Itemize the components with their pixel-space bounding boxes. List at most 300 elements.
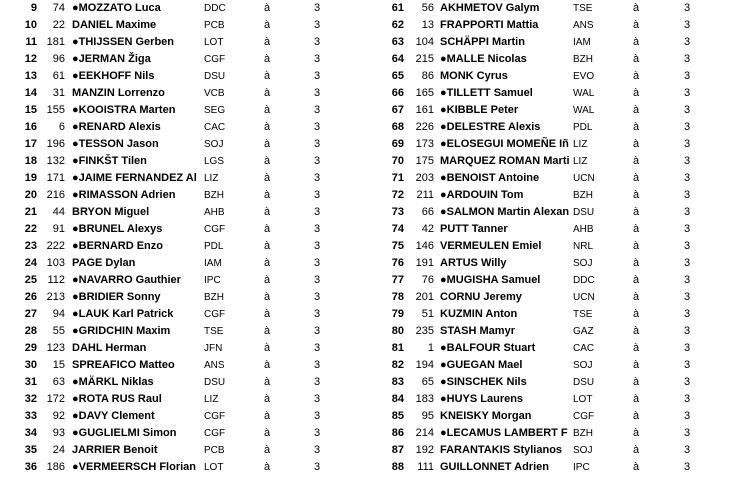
rider-name-cell: SCHÄPPI Martin xyxy=(440,36,525,48)
gap-cell: à xyxy=(633,359,640,371)
team-code-cell: LOT xyxy=(204,37,224,48)
rider-name-cell: ●TILLETT Samuel xyxy=(440,87,533,99)
bib-number-cell: 214 xyxy=(415,427,434,439)
bib-number-cell: 96 xyxy=(52,53,65,65)
rider-name-cell: VERMEULEN Emiel xyxy=(440,240,542,252)
result-row xyxy=(378,34,748,51)
bib-number-cell: 222 xyxy=(46,240,65,252)
result-row xyxy=(0,272,370,289)
result-row xyxy=(0,153,370,170)
bib-number-cell: 191 xyxy=(415,257,434,269)
points-cell: 3 xyxy=(314,206,321,218)
gap-cell: à xyxy=(633,461,640,473)
rank-cell: 32 xyxy=(24,393,37,405)
gap-cell: à xyxy=(633,240,640,252)
gap-cell: à xyxy=(264,138,271,150)
points-cell: 3 xyxy=(684,87,691,99)
rider-name-cell: ●BENOIST Antoine xyxy=(440,172,540,184)
rider-name-cell: ●MÄRKL Niklas xyxy=(72,376,154,388)
rank-cell: 14 xyxy=(24,87,37,99)
rider-name-cell: ●LECAMUS LAMBERT F xyxy=(440,427,568,439)
result-row xyxy=(0,306,370,323)
team-code-cell: CGF xyxy=(204,309,226,320)
bib-number-cell: 235 xyxy=(415,325,434,337)
team-code-cell: CGF xyxy=(573,411,595,422)
points-cell: 3 xyxy=(684,70,691,82)
rank-cell: 19 xyxy=(24,172,37,184)
team-code-cell: SOJ xyxy=(573,445,593,456)
rank-cell: 78 xyxy=(391,291,404,303)
points-cell: 3 xyxy=(684,461,691,473)
rank-cell: 79 xyxy=(391,308,404,320)
rider-name-cell: JARRIER Benoit xyxy=(72,444,158,456)
rank-cell: 36 xyxy=(24,461,37,473)
bib-number-cell: 196 xyxy=(46,138,65,150)
rider-name-cell: ●ARDOUIN Tom xyxy=(440,189,524,201)
rider-name-cell: ●BRIDIER Sonny xyxy=(72,291,161,303)
points-cell: 3 xyxy=(314,444,321,456)
team-code-cell: IPC xyxy=(204,275,221,286)
gap-cell: à xyxy=(264,376,271,388)
rank-cell: 64 xyxy=(391,53,404,65)
team-code-cell: AHB xyxy=(573,224,594,235)
rank-cell: 12 xyxy=(24,53,37,65)
bib-number-cell: 66 xyxy=(421,206,434,218)
result-row xyxy=(0,459,370,476)
rank-cell: 29 xyxy=(24,342,37,354)
points-cell: 3 xyxy=(684,444,691,456)
rank-cell: 69 xyxy=(391,138,404,150)
bib-number-cell: 161 xyxy=(415,104,434,116)
bib-number-cell: 172 xyxy=(46,393,65,405)
bib-number-cell: 104 xyxy=(415,36,434,48)
points-cell: 3 xyxy=(314,155,321,167)
rider-name-cell: ●JAIME FERNANDEZ Al xyxy=(72,172,197,184)
bib-number-cell: 216 xyxy=(46,189,65,201)
rider-name-cell: DANIEL Maxime xyxy=(72,19,157,31)
gap-cell: à xyxy=(633,223,640,235)
result-row xyxy=(0,136,370,153)
result-row xyxy=(0,391,370,408)
rider-name-cell: ●RIMASSON Adrien xyxy=(72,189,176,201)
result-row xyxy=(0,255,370,272)
gap-cell: à xyxy=(264,206,271,218)
team-code-cell: PDL xyxy=(573,122,593,133)
bib-number-cell: 213 xyxy=(46,291,65,303)
gap-cell: à xyxy=(264,308,271,320)
points-cell: 3 xyxy=(314,393,321,405)
bib-number-cell: 211 xyxy=(416,189,434,201)
rank-cell: 68 xyxy=(391,121,404,133)
gap-cell: à xyxy=(633,444,640,456)
bib-number-cell: 194 xyxy=(415,359,434,371)
bib-number-cell: 226 xyxy=(415,121,434,133)
rank-cell: 34 xyxy=(24,427,37,439)
gap-cell: à xyxy=(264,444,271,456)
points-cell: 3 xyxy=(314,87,321,99)
team-code-cell: WAL xyxy=(573,88,595,99)
result-row xyxy=(0,442,370,459)
points-cell: 3 xyxy=(684,189,691,201)
team-code-cell: UCN xyxy=(573,292,595,303)
rider-name-cell: FRAPPORTI Mattia xyxy=(440,19,539,31)
team-code-cell: CGF xyxy=(204,224,226,235)
rider-name-cell: ●SALMON Martin Alexan xyxy=(440,206,570,218)
gap-cell: à xyxy=(264,87,271,99)
bib-number-cell: 132 xyxy=(46,155,65,167)
points-cell: 3 xyxy=(314,427,321,439)
points-cell: 3 xyxy=(684,223,691,235)
result-row xyxy=(378,119,748,136)
bib-number-cell: 86 xyxy=(421,70,434,82)
bib-number-cell: 91 xyxy=(52,223,65,235)
result-row xyxy=(378,391,748,408)
gap-cell: à xyxy=(633,308,640,320)
team-code-cell: TSE xyxy=(573,3,593,14)
result-row xyxy=(0,323,370,340)
rider-name-cell: ●RENARD Alexis xyxy=(72,121,161,133)
points-cell: 3 xyxy=(684,104,691,116)
gap-cell: à xyxy=(633,36,640,48)
points-cell: 3 xyxy=(314,19,321,31)
points-cell: 3 xyxy=(684,393,691,405)
gap-cell: à xyxy=(264,155,271,167)
rank-cell: 18 xyxy=(24,155,37,167)
bib-number-cell: 74 xyxy=(52,2,65,14)
points-cell: 3 xyxy=(684,240,691,252)
team-code-cell: LIZ xyxy=(573,156,588,167)
points-cell: 3 xyxy=(684,308,691,320)
team-code-cell: GAZ xyxy=(573,326,594,337)
bib-number-cell: 55 xyxy=(52,325,65,337)
result-row xyxy=(378,85,748,102)
points-cell: 3 xyxy=(314,104,321,116)
gap-cell: à xyxy=(633,87,640,99)
team-code-cell: CGF xyxy=(204,411,226,422)
bib-number-cell: 146 xyxy=(415,240,434,252)
bib-number-cell: 31 xyxy=(52,87,65,99)
points-cell: 3 xyxy=(314,138,321,150)
result-row xyxy=(0,170,370,187)
bib-number-cell: 51 xyxy=(421,308,434,320)
rider-name-cell: ●NAVARRO Gauthier xyxy=(72,274,181,286)
result-row xyxy=(378,425,748,442)
bib-number-cell: 24 xyxy=(52,444,65,456)
points-cell: 3 xyxy=(314,359,321,371)
rider-name-cell: ●DELESTRE Alexis xyxy=(440,121,541,133)
team-code-cell: TSE xyxy=(204,326,224,337)
result-row xyxy=(378,238,748,255)
rider-name-cell: ●ELOSEGUI MOMEÑE Iñ xyxy=(440,138,569,150)
rider-name-cell: ●GUEGAN Mael xyxy=(440,359,523,371)
gap-cell: à xyxy=(264,291,271,303)
rank-cell: 17 xyxy=(24,138,37,150)
result-row xyxy=(0,221,370,238)
result-row xyxy=(0,425,370,442)
bib-number-cell: 183 xyxy=(415,393,434,405)
points-cell: 3 xyxy=(684,342,691,354)
rank-cell: 24 xyxy=(24,257,37,269)
team-code-cell: SOJ xyxy=(204,139,224,150)
rank-cell: 88 xyxy=(391,461,404,473)
team-code-cell: IAM xyxy=(204,258,222,269)
gap-cell: à xyxy=(264,325,271,337)
result-row xyxy=(378,51,748,68)
result-row xyxy=(378,340,748,357)
team-code-cell: LOT xyxy=(573,394,593,405)
gap-cell: à xyxy=(633,325,640,337)
points-cell: 3 xyxy=(314,2,321,14)
rider-name-cell: ●KOOISTRA Marten xyxy=(72,104,176,116)
points-cell: 3 xyxy=(314,36,321,48)
points-cell: 3 xyxy=(684,19,691,31)
rank-cell: 81 xyxy=(391,342,404,354)
rider-name-cell: PAGE Dylan xyxy=(72,257,136,269)
team-code-cell: PDL xyxy=(204,241,224,252)
rider-name-cell: ●JERMAN Žiga xyxy=(72,53,151,65)
rider-name-cell: ●VERMEERSCH Florian xyxy=(72,461,196,473)
team-code-cell: CAC xyxy=(204,122,226,133)
points-cell: 3 xyxy=(314,189,321,201)
team-code-cell: NRL xyxy=(573,241,594,252)
rider-name-cell: BRYON Miguel xyxy=(72,206,150,218)
rider-name-cell: MARQUEZ ROMAN Marti xyxy=(440,155,570,167)
rider-name-cell: ●BERNARD Enzo xyxy=(72,240,163,252)
points-cell: 3 xyxy=(314,257,321,269)
bib-number-cell: 103 xyxy=(46,257,65,269)
points-cell: 3 xyxy=(684,376,691,388)
rank-cell: 67 xyxy=(391,104,404,116)
result-row xyxy=(378,187,748,204)
bib-number-cell: 123 xyxy=(46,342,65,354)
points-cell: 3 xyxy=(684,36,691,48)
result-row xyxy=(378,221,748,238)
team-code-cell: UCN xyxy=(573,173,595,184)
result-row xyxy=(378,17,748,34)
team-code-cell: PCB xyxy=(204,445,225,456)
gap-cell: à xyxy=(633,206,640,218)
gap-cell: à xyxy=(633,189,640,201)
result-row xyxy=(378,0,748,17)
rank-cell: 70 xyxy=(391,155,404,167)
rank-cell: 74 xyxy=(391,223,404,235)
gap-cell: à xyxy=(633,342,640,354)
rank-cell: 23 xyxy=(24,240,37,252)
gap-cell: à xyxy=(264,461,271,473)
team-code-cell: BZH xyxy=(573,54,593,65)
points-cell: 3 xyxy=(314,121,321,133)
team-code-cell: CAC xyxy=(573,343,595,354)
result-row xyxy=(378,136,748,153)
bib-number-cell: 165 xyxy=(415,87,434,99)
gap-cell: à xyxy=(633,2,640,14)
rank-cell: 26 xyxy=(24,291,37,303)
gap-cell: à xyxy=(264,274,271,286)
rank-cell: 11 xyxy=(25,36,37,48)
rank-cell: 77 xyxy=(391,274,404,286)
rank-cell: 76 xyxy=(391,257,404,269)
team-code-cell: WAL xyxy=(573,105,595,116)
gap-cell: à xyxy=(264,359,271,371)
gap-cell: à xyxy=(633,376,640,388)
team-code-cell: DDC xyxy=(573,275,595,286)
rider-name-cell: KNEISKY Morgan xyxy=(440,410,532,422)
rank-cell: 35 xyxy=(24,444,37,456)
rider-name-cell: ●KIBBLE Peter xyxy=(440,104,519,116)
result-row xyxy=(0,85,370,102)
gap-cell: à xyxy=(633,274,640,286)
bib-number-cell: 65 xyxy=(421,376,434,388)
team-code-cell: BZH xyxy=(573,428,593,439)
gap-cell: à xyxy=(264,189,271,201)
rider-name-cell: AKHMETOV Galym xyxy=(440,2,540,14)
team-code-cell: SOJ xyxy=(573,360,593,371)
rider-name-cell: ARTUS Willy xyxy=(440,257,507,269)
rank-cell: 66 xyxy=(391,87,404,99)
points-cell: 3 xyxy=(684,53,691,65)
bib-number-cell: 61 xyxy=(52,70,65,82)
rank-cell: 20 xyxy=(24,189,37,201)
gap-cell: à xyxy=(633,19,640,31)
gap-cell: à xyxy=(633,257,640,269)
rank-cell: 61 xyxy=(391,2,404,14)
points-cell: 3 xyxy=(684,410,691,422)
gap-cell: à xyxy=(264,53,271,65)
gap-cell: à xyxy=(264,19,271,31)
gap-cell: à xyxy=(633,155,640,167)
rank-cell: 63 xyxy=(391,36,404,48)
gap-cell: à xyxy=(633,104,640,116)
bib-number-cell: 63 xyxy=(52,376,65,388)
team-code-cell: LGS xyxy=(204,156,225,167)
bib-number-cell: 6 xyxy=(58,121,65,133)
rider-name-cell: ●DAVY Clement xyxy=(72,410,155,422)
results-column-left xyxy=(0,0,370,476)
team-code-cell: EVO xyxy=(573,71,595,82)
rank-cell: 62 xyxy=(391,19,404,31)
rider-name-cell: ●BALFOUR Stuart xyxy=(440,342,536,354)
points-cell: 3 xyxy=(314,308,321,320)
points-cell: 3 xyxy=(684,257,691,269)
gap-cell: à xyxy=(633,70,640,82)
gap-cell: à xyxy=(264,172,271,184)
result-row xyxy=(0,204,370,221)
points-cell: 3 xyxy=(684,2,691,14)
rank-cell: 31 xyxy=(24,376,37,388)
rank-cell: 13 xyxy=(24,70,37,82)
team-code-cell: DSU xyxy=(204,71,226,82)
team-code-cell: DSU xyxy=(573,207,595,218)
team-code-cell: VCB xyxy=(204,88,225,99)
bib-number-cell: 192 xyxy=(415,444,434,456)
gap-cell: à xyxy=(633,393,640,405)
gap-cell: à xyxy=(264,36,271,48)
points-cell: 3 xyxy=(314,172,321,184)
team-code-cell: SOJ xyxy=(573,258,593,269)
points-cell: 3 xyxy=(314,376,321,388)
rank-cell: 33 xyxy=(24,410,37,422)
result-row xyxy=(378,357,748,374)
bib-number-cell: 1 xyxy=(427,342,434,354)
team-code-cell: PCB xyxy=(204,20,225,31)
rank-cell: 72 xyxy=(391,189,404,201)
bib-number-cell: 203 xyxy=(415,172,434,184)
result-row xyxy=(378,289,748,306)
rider-name-cell: ●SINSCHEK Nils xyxy=(440,376,527,388)
rider-name-cell: ●BRUNEL Alexys xyxy=(72,223,163,235)
result-row xyxy=(0,102,370,119)
bib-number-cell: 111 xyxy=(417,461,434,473)
rider-name-cell: CORNU Jeremy xyxy=(440,291,522,303)
rank-cell: 71 xyxy=(391,172,404,184)
points-cell: 3 xyxy=(684,427,691,439)
points-cell: 3 xyxy=(314,223,321,235)
points-cell: 3 xyxy=(314,291,321,303)
rider-name-cell: ●MALLE Nicolas xyxy=(440,53,527,65)
points-cell: 3 xyxy=(684,172,691,184)
team-code-cell: BZH xyxy=(204,190,224,201)
rider-name-cell: MANZIN Lorrenzo xyxy=(72,87,165,99)
result-row xyxy=(378,255,748,272)
rider-name-cell: PUTT Tanner xyxy=(440,223,508,235)
bib-number-cell: 155 xyxy=(46,104,65,116)
bib-number-cell: 181 xyxy=(46,36,65,48)
gap-cell: à xyxy=(264,70,271,82)
rank-cell: 15 xyxy=(24,104,37,116)
gap-cell: à xyxy=(633,410,640,422)
rank-cell: 86 xyxy=(391,427,404,439)
points-cell: 3 xyxy=(314,325,321,337)
result-row xyxy=(378,102,748,119)
rider-name-cell: ●GUGLIELMI Simon xyxy=(72,427,177,439)
rank-cell: 84 xyxy=(391,393,404,405)
bib-number-cell: 173 xyxy=(415,138,434,150)
rank-cell: 28 xyxy=(24,325,37,337)
rider-name-cell: ●MOZZATO Luca xyxy=(72,2,161,14)
team-code-cell: LIZ xyxy=(204,394,219,405)
gap-cell: à xyxy=(633,53,640,65)
result-row xyxy=(0,238,370,255)
points-cell: 3 xyxy=(314,53,321,65)
rank-cell: 73 xyxy=(391,206,404,218)
team-code-cell: DDC xyxy=(204,3,226,14)
result-row xyxy=(0,357,370,374)
team-code-cell: LOT xyxy=(204,462,224,473)
bib-number-cell: 112 xyxy=(47,274,65,286)
points-cell: 3 xyxy=(684,325,691,337)
gap-cell: à xyxy=(264,393,271,405)
rank-cell: 21 xyxy=(24,206,37,218)
team-code-cell: ANS xyxy=(204,360,225,371)
gap-cell: à xyxy=(264,342,271,354)
points-cell: 3 xyxy=(684,155,691,167)
bib-number-cell: 22 xyxy=(52,19,65,31)
result-row xyxy=(0,51,370,68)
rider-name-cell: STASH Mamyr xyxy=(440,325,515,337)
bib-number-cell: 42 xyxy=(421,223,434,235)
gap-cell: à xyxy=(633,172,640,184)
rider-name-cell: ●TESSON Jason xyxy=(72,138,159,150)
result-row xyxy=(0,289,370,306)
result-row xyxy=(0,68,370,85)
rank-cell: 87 xyxy=(391,444,404,456)
rank-cell: 10 xyxy=(24,19,37,31)
gap-cell: à xyxy=(264,257,271,269)
bib-number-cell: 171 xyxy=(46,172,65,184)
rider-name-cell: ●GRIDCHIN Maxim xyxy=(72,325,171,337)
team-code-cell: SEG xyxy=(204,105,226,116)
bib-number-cell: 94 xyxy=(52,308,65,320)
